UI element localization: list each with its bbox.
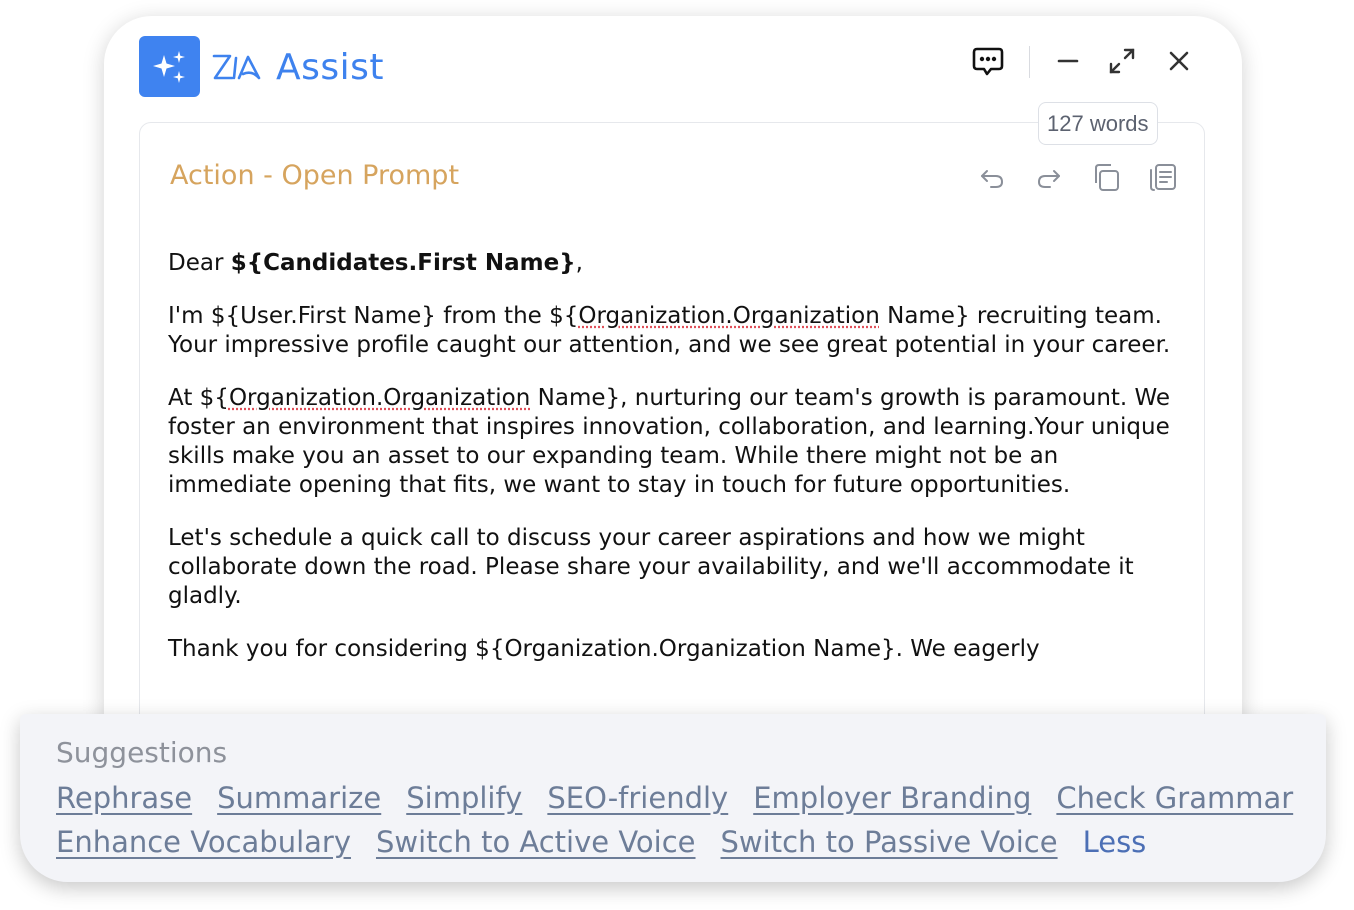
suggestion-seo-friendly[interactable]: SEO-friendly	[547, 781, 729, 815]
content-card	[139, 122, 1205, 732]
app-title: Assist	[276, 47, 385, 88]
suggestions-panel	[20, 714, 1326, 882]
copy-icon[interactable]	[1090, 161, 1122, 193]
suggestions-row-2	[56, 824, 1171, 860]
suggestion-summarize[interactable]: Summarize	[217, 781, 382, 815]
email-greeting: Dear ${Candidates.First Name},	[168, 250, 583, 276]
suggestion-passive-voice[interactable]: Switch to Passive Voice	[720, 825, 1058, 859]
undo-icon[interactable]	[976, 161, 1008, 193]
email-paragraph-1: I'm ${User.First Name} from the ${Organization.Organization Name} recruiting team. Your impressive profile caught our attention, and we see great potential in your career.	[168, 303, 1171, 358]
action-title: Action - Open Prompt	[170, 160, 460, 191]
email-paragraph-3: Let's schedule a quick call to discuss your career aspirations and how we might collaborate down the road. Please share your availability, and we'll accommodate it gladly.	[168, 525, 1134, 609]
suggestions-row-1	[56, 780, 1318, 816]
suggestion-check-grammar[interactable]: Check Grammar	[1056, 781, 1294, 815]
minimize-icon[interactable]	[1050, 43, 1086, 79]
expand-icon[interactable]	[1104, 43, 1140, 79]
less-button[interactable]: Less	[1082, 825, 1147, 859]
suggestion-employer-branding[interactable]: Employer Branding	[753, 781, 1032, 815]
email-body[interactable]	[168, 249, 1188, 688]
email-paragraph-4: Thank you for considering ${Organization.Organization Name}. We eagerly	[168, 636, 1040, 662]
word-count-badge: 127 words	[1038, 102, 1158, 145]
redo-icon[interactable]	[1033, 161, 1065, 193]
zia-logo-icon	[212, 48, 262, 86]
chat-bubble-icon[interactable]	[970, 44, 1006, 80]
suggestion-enhance-vocabulary[interactable]: Enhance Vocabulary	[56, 825, 351, 859]
sparkles-icon	[139, 36, 200, 97]
suggestions-title: Suggestions	[56, 736, 228, 769]
close-icon[interactable]	[1161, 43, 1197, 79]
email-paragraph-2: At ${Organization.Organization Name}, nurturing our team's growth is paramount. We foster an environment that inspires innovation, collaboration, and learning.Your unique skills make you an asset to our expanding team. While there might not be an immediate opening that fits, we want to stay in touch for future opportunities.	[168, 385, 1171, 498]
header-divider	[1029, 46, 1030, 78]
suggestion-simplify[interactable]: Simplify	[406, 781, 523, 815]
insert-icon[interactable]	[1147, 161, 1179, 193]
suggestion-active-voice[interactable]: Switch to Active Voice	[375, 825, 696, 859]
suggestion-rephrase[interactable]: Rephrase	[56, 781, 193, 815]
